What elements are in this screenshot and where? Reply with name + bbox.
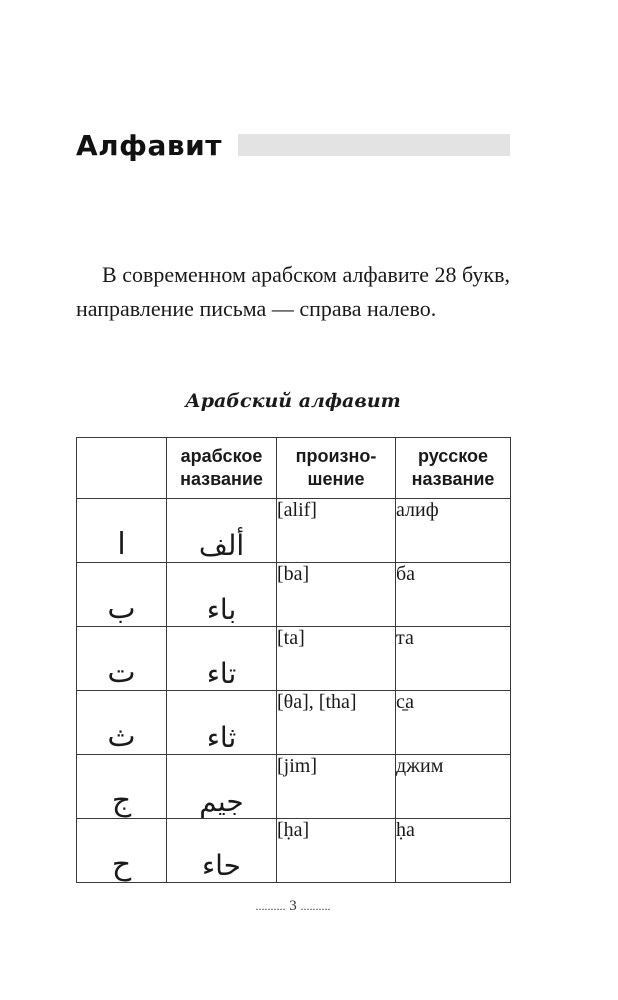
arabic-letter: ت (77, 627, 167, 691)
header-russian-name-label: русское название (411, 446, 495, 489)
arabic-letter: ج (77, 755, 167, 819)
arabic-name: ألف (167, 499, 277, 563)
arabic-name: ثاء (167, 691, 277, 755)
arabic-name: تاء (167, 627, 277, 691)
table-row (77, 819, 511, 883)
pronunciation: [ba] (277, 563, 396, 627)
arabic-letter: ث (77, 691, 167, 755)
footer-dots-left: .......... (255, 899, 286, 913)
title-decoration-bar (238, 134, 510, 156)
arabic-letter: ا (77, 499, 167, 563)
table-header-row (77, 438, 511, 499)
pronunciation: [ḥa] (277, 819, 396, 883)
pronunciation: [ta] (277, 627, 396, 691)
header-arabic-name-label: арабское название (180, 446, 263, 489)
chapter-heading (76, 128, 510, 164)
russian-name: ба (396, 563, 511, 627)
intro-text: В современном арабском алфавите 28 букв, направление письма — справа налево. (76, 262, 510, 321)
header-arabic-name (167, 438, 277, 499)
arabic-letter: ب (77, 563, 167, 627)
pronunciation: [θa], [tha] (277, 691, 396, 755)
alphabet-table (76, 437, 511, 883)
pronunciation: [alif] (277, 499, 396, 563)
arabic-letter: ح (77, 819, 167, 883)
russian-name: алиф (396, 499, 511, 563)
arabic-name: باء (167, 563, 277, 627)
page-number: 3 (289, 898, 297, 914)
russian-name: ḥа (396, 819, 511, 883)
header-pronunciation-label: произно-шение (295, 446, 377, 489)
table-row (77, 563, 511, 627)
footer-dots-right: .......... (300, 899, 331, 913)
table-row (77, 499, 511, 563)
intro-paragraph (76, 258, 510, 326)
pronunciation: [jim] (277, 755, 396, 819)
russian-name: с̱а (396, 691, 511, 755)
table-row (77, 627, 511, 691)
table-caption: Арабский алфавит (185, 390, 401, 412)
header-letter (77, 438, 167, 499)
page-footer (76, 898, 510, 915)
arabic-name: حاء (167, 819, 277, 883)
table-row (77, 755, 511, 819)
header-russian-name (396, 438, 511, 499)
chapter-title: Алфавит (76, 129, 222, 162)
russian-name: та (396, 627, 511, 691)
arabic-name: جيم (167, 755, 277, 819)
russian-name: джим (396, 755, 511, 819)
table-row (77, 691, 511, 755)
header-pronunciation (277, 438, 396, 499)
